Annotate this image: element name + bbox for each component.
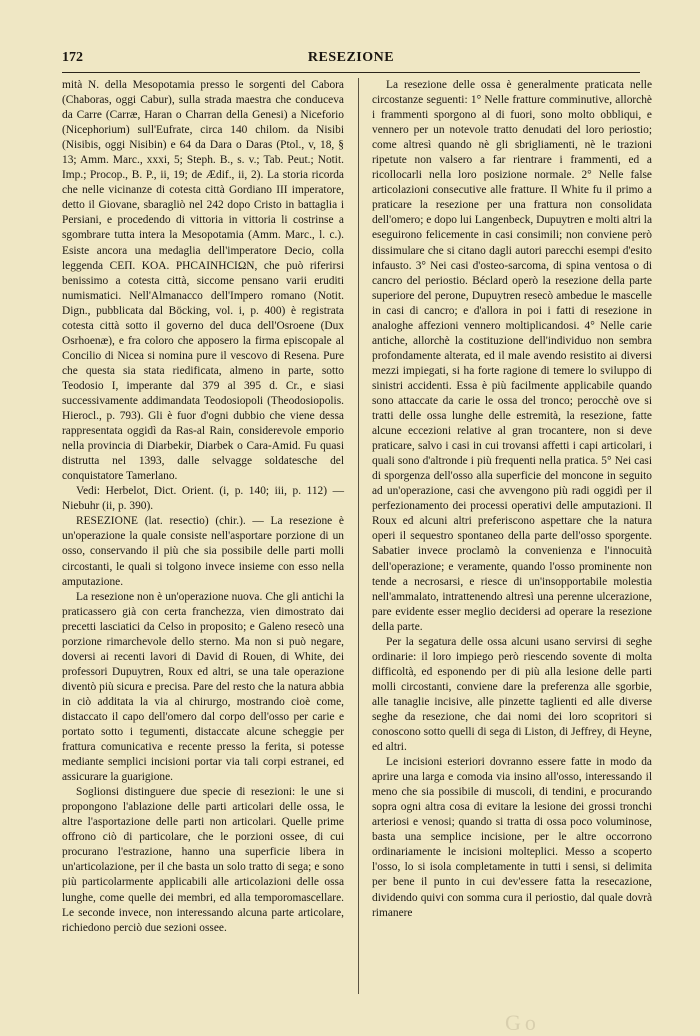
paragraph-entry-resezione: RESEZIONE (lat. resectio) (chir.). — La resezione è un'operazione la quale consiste nell'asportare porzione di un osso, conservando il più che sia possibile delle parti molli circostanti, le quali si tolgono invece insieme con esso nella amputazione.: [62, 515, 344, 588]
paragraph: Per la segatura delle ossa alcuni usano servirsi di seghe ordinarie: il loro impiego però riescendo sovente di molta difficoltà, ed esponendo per di più alla lesione delle parti molli circostanti, conviene dare la preferenza alle sgorbie, alle tanaglie incisive, alle pinzette taglienti ed alle diverse seghe da resezione, che dai nomi dei loro scopritori si conoscono sotto quelli di sega di Liston, di Jeffrey, di Heyne, ed altri.: [372, 635, 652, 754]
column-divider: [358, 78, 359, 994]
left-column: [62, 78, 344, 936]
page-header: [62, 50, 640, 72]
paragraph: La resezione delle ossa è generalmente praticata nelle circostanze seguenti: 1° Nelle fratture comminutive, allorchè i frammenti sporgono al di fuori, sono molto obbliqui, e vennero per un notevole tratto denudati del loro periostio; come altresì quando nè gli sbrigliamenti, nè le trazioni ripetute non valsero a far rientrare i frammenti, ed a ricollocarli nella loro posizione normale. 2° Nelle false articolazioni consecutive alle fratture. Il White fu il primo a praticare la resezione per una frattura non consolidata dell'omero; e dopo lui Langenbeck, Dupuytren e molti altri la eseguirono felicemente in casi consimili; non conviene però dissimulare che si citano dagli autori parecchi esempi d'esito infausto. 3° Nei casi d'osteo-sarcoma, di spina ventosa o di cancro del periostio. Béclard operò la resezione della parte superiore del perone, Dupuytren resecò ambedue le mascelle in casi di cancro; e d'allora in poi i fatti di resezione in analoghe affezioni vennero moltiplicandosi. 4° Nelle carie antiche, allorchè la costituzione dell'individuo non sembra profondamente alterata, ed il male avendo resistito ai diversi mezzi impiegati, si ha forte ragione di temere lo sviluppo di sinistri accidenti. Essa è più facilmente applicabile quando sono attaccate da carie le ossa del tronco; perocchè ove si tratti delle ossa lunghe delle estremità, la resezione, fatte alcune eccezioni relative al gran trocantere, non si deve praticare, salvo i casi in cui trovansi affetti i capi articolari, i quali sono d'altronde i più frequenti nella pratica. 5° Nei casi di sporgenza dell'osso alla superficie del moncone in seguito ad un'operazione, casi che avvengono più radi oggidì per il perfezionamento dei processi operativi delle amputazioni. Il Roux ed alcuni altri preferiscono aspettare che la natura operi il sequestro spontaneo della parte dell'osso sporgente. Sabatier invece proclamò la convenienza e l'innocuità dell'operazione; e veramente, quando l'osso prominente non tende a necrosarsi, e riesce di un'insopportabile molestia nell'ammalato, intrattenendo altresì una perenne ulcerazione, pare evidente esser meglio decidersi ad operare la resezione della parte.: [372, 79, 652, 633]
paragraph: Vedi: Herbelot, Dict. Orient. (i, p. 140; iii, p. 112) — Niebuhr (ii, p. 390).: [62, 485, 344, 513]
paragraph: mità N. della Mesopotamia presso le sorgenti del Cabora (Chaboras, oggi Cabur), sulla strada maestra che conduceva da Carre (Carræ, Haran o Charran della Genesi) a Niceforio (Nicephorium) sull'Eufrate, circa 140 chilom. da Nisibi (Nisibis, oggi Nisibin) e 64 da Dara o Daras (Ptol., v, 18, § 13; Amm. Marc., xxxi, 5; Steph. B., s. v.; Tab. Peut.; Notit. Imp.; Procop., B. P., ii, 19; de Ædif., ii, 2). La storia ricorda che nelle vicinanze di cotesta città Gordiano III imperatore, detto il Giovane, sbaragliò nel 242 dopo Cristo in battaglia i Persiani, e procedendo di vittoria in vittoria li costrinse a sgombrare tutta intera la Mesopotamia (Amm. Marc., l. c.). Esiste ancora una medaglia dell'imperatore Decio, colla leggenda CEП. KOA. PHCAINHCIΩN, che può riferirsi benissimo a cotesta città, siccome pensano varii eruditi numismatici. Nell'Almanacco dell'Impero romano (Notit. Dign., pubblicata dal Böcking, vol. i, p. 400) è registrata cotesta città sotto il governo del duca dell'Osroene (Dux Osrhoenæ), e fra coloro che apposero la firma episcopale al Concilio di Nicea si nomina pure il vescovo di Resena. Pure che questa sia stata riedificata, almeno in parte, sotto Teodosio I, imperante dal 379 al 395 d. Cr., e siasi successivamente addimandata Teodosiopoli (Theodosiopolis. Hierocl., p. 793). Gli è fuor d'ogni dubbio che viene dessa rappresentata oggidì da Ras-al Rain, considerevole emporio nella provincia di Diarbekir, Diarbek o Cara-Amid. Fu quasi distrutta nel 1393, dalle selvagge soldatesche del conquistatore Tamerlano.: [62, 79, 344, 483]
header-rule: [62, 72, 640, 73]
running-title: RESEZIONE: [307, 50, 395, 65]
page-number: 172: [62, 50, 83, 65]
paragraph: Le incisioni esteriori dovranno essere fatte in modo da aprire una larga e comoda via insino all'osso, interessando il meno che sia possibile di muscoli, di tendini, e procurando sopra ogni altra cosa di evitare la lesione dei grossi tronchi arteriosi e venosi; quando si tratta di ossa poco voluminose, basta una semplice incisione, per le altre occorrono ordinariamente le incisioni molteplici. Messo a scoperto l'osso, lo si isola completamente in tutti i sensi, si delimita per bene il punto in cui dev'essere fatta la resecazione, dividendo quivi con somma cura il periostio, dal quale dovrà rimanere: [372, 756, 652, 919]
paragraph: La resezione non è un'operazione nuova. Che gli antichi la praticassero già con certa franchezza, vien dimostrato dai precetti lasciatici da Celso in proposito; e Galeno resecò una porzione rimarchevole dello sterno. Ma non si può negare, doversi ai recenti lavori di David di Rouen, di White, dei professori Dupuytren, Roux ed altri, se una tale operazione diventò più sicura e precisa. Pare del resto che la natura abbia in ciò additata la via al chirurgo, mostrando cioè come, distaccato il capo dell'omero dal corpo dell'osso per carie e portato sotto i tegumenti, distaccate alcune scheggie per frattura comunicativa e recente presso la ferita, si potesse mediante semplici incisioni portar via tali corpi estranei, ed assicurare la guarigione.: [62, 590, 344, 784]
right-column: [372, 78, 652, 921]
paragraph: Soglionsi distinguere due specie di resezioni: le une si propongono l'ablazione delle parti articolari delle ossa, le altre l'asportazione delle parti non articolari. Quelle prime offrono ciò di particolare, che le porzioni ossee, di cui procurano l'estrazione, hanno una superficie libera in un'articolazione, per il che basta un solo tratto di sega; e sono più particolarmente applicabili alle articolazioni delle ossa lunghe, come quelle dei membri, ed alla temporomascellare. Le seconde invece, non interessando alcuna parte articolare, richiedono perciò due sezioni ossee.: [62, 786, 344, 934]
scan-watermark: Go: [505, 1010, 540, 1035]
